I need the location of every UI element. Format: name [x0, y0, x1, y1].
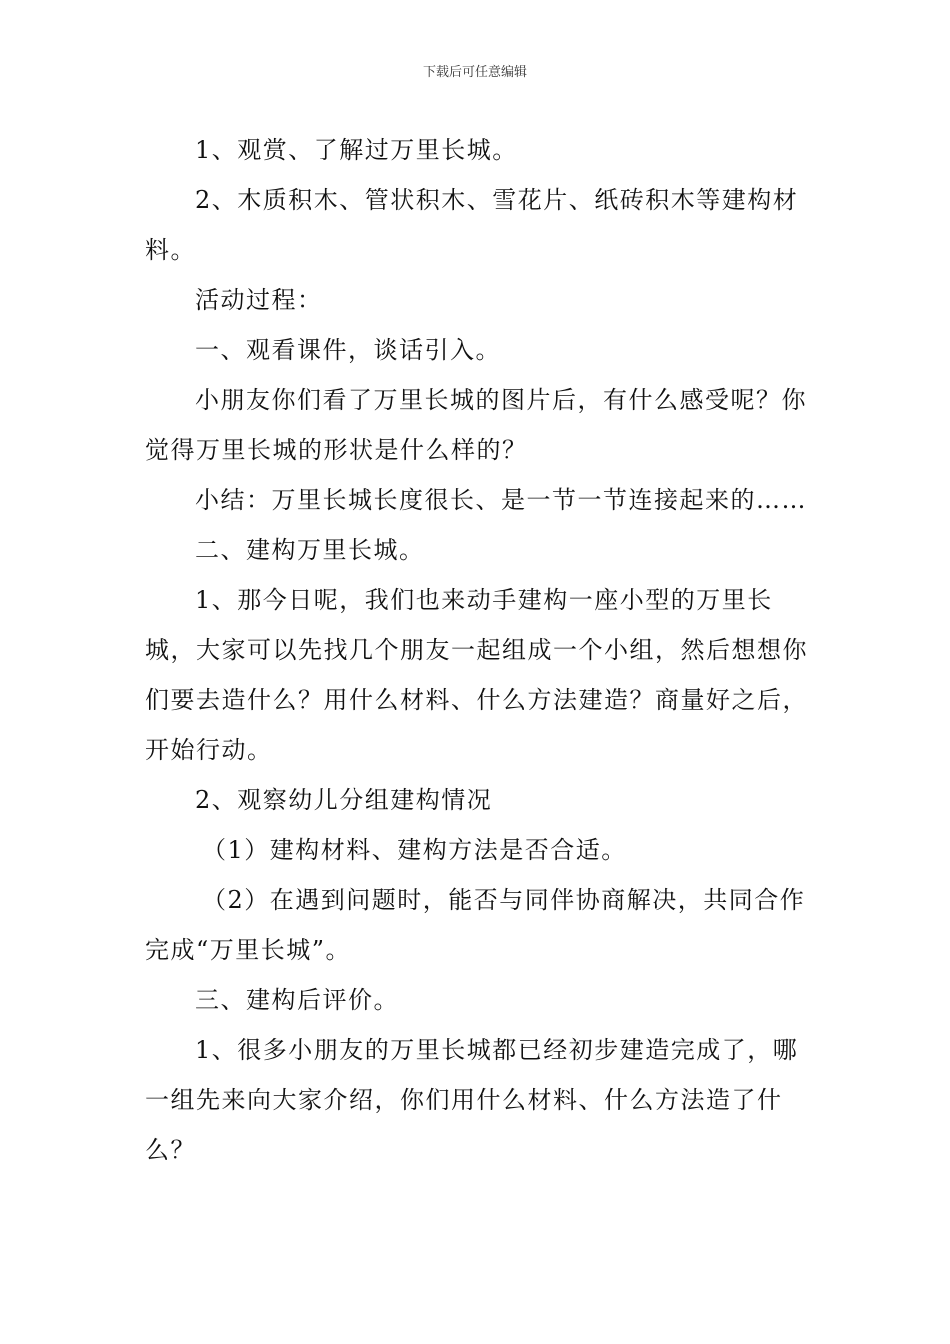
paragraph-evaluation: 1、很多小朋友的万里长城都已经初步建造完成了，哪一组先来向大家介绍，你们用什么材料、什么方法造了什么？: [145, 1036, 799, 1164]
document-body: [145, 125, 817, 1175]
section-heading-1: 一、观看课件，谈话引入。: [195, 336, 501, 364]
section-title-process: 活动过程：: [195, 286, 323, 314]
paragraph-build-instructions: 1、那今日呢，我们也来动手建构一座小型的万里长城，大家可以先找几个朋友一起组成一个小组，然后想想你们要去造什么？用什么材料、什么方法建造？商量好之后，开始行动。: [145, 586, 808, 764]
paragraph-observe-point-2: （2）在遇到问题时，能否与同伴协商解决，共同合作完成“万里长城”。: [145, 886, 806, 964]
paragraph-prep-1: 1、观赏、了解过万里长城。: [195, 136, 518, 164]
section-heading-2: 二、建构万里长城。: [195, 536, 425, 564]
page-header: 下载后可任意编辑: [422, 65, 527, 80]
paragraph-observe-point-1: （1）建构材料、建构方法是否合适。: [202, 836, 627, 864]
paragraph-observe: 2、观察幼儿分组建构情况: [195, 786, 493, 814]
section-heading-3: 三、建构后评价。: [195, 986, 399, 1014]
paragraph-summary: 小结：万里长城长度很长、是一节一节连接起来的……: [195, 486, 807, 514]
paragraph-question: 小朋友你们看了万里长城的图片后，有什么感受呢？你觉得万里长城的形状是什么样的？: [145, 386, 807, 464]
paragraph-prep-2: 2、木质积木、管状积木、雪花片、纸砖积木等建构材料。: [145, 186, 799, 264]
